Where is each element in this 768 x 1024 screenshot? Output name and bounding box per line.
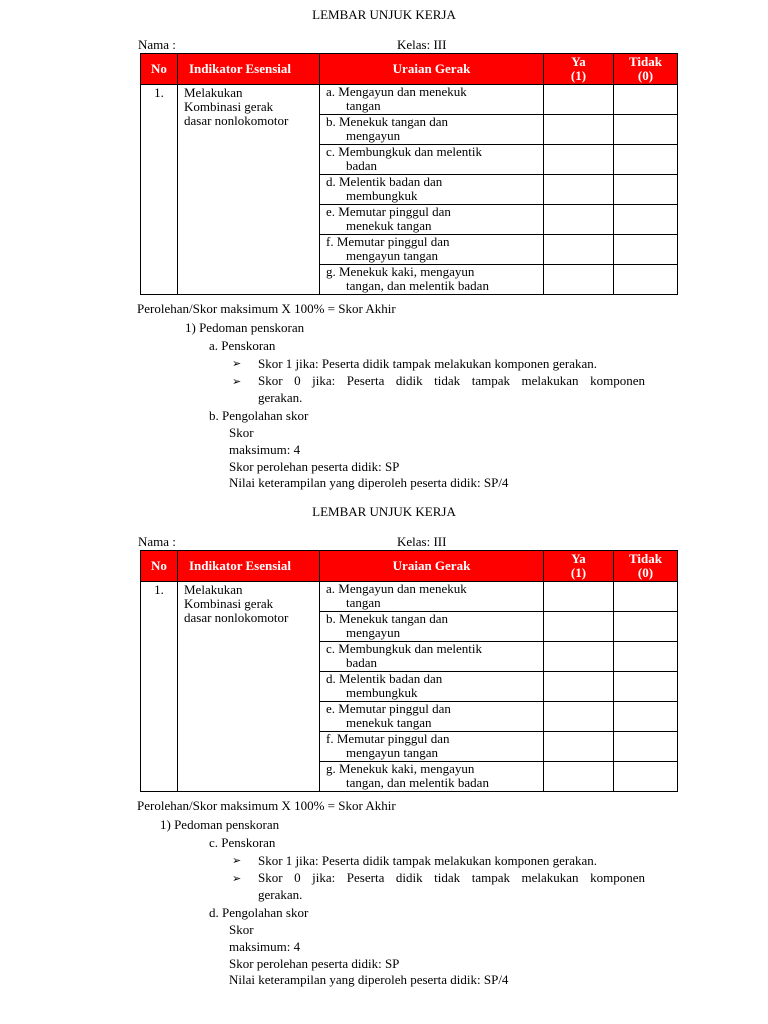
pedoman-heading: 1) Pedoman penskoran	[185, 320, 305, 335]
header-indikator: Indikator Esensial	[178, 551, 320, 582]
pengolahan-label: b. Pengolahan skor	[209, 408, 309, 423]
header-no: No	[141, 551, 178, 582]
tidak-checkbox-cell[interactable]	[614, 672, 678, 702]
assessment-table	[140, 550, 678, 792]
page-title: LEMBAR UNJUK KERJA	[312, 7, 456, 22]
header-ya: Ya (1)	[544, 551, 614, 582]
tidak-checkbox-cell[interactable]	[614, 582, 678, 612]
header-indikator: Indikator Esensial	[178, 54, 320, 85]
kelas-label: Kelas: III	[397, 37, 447, 52]
arrow-bullet-icon: ➢	[232, 357, 242, 370]
header-tidak: Tidak (0)	[614, 551, 678, 582]
worksheet-section-1	[0, 0, 768, 497]
pengolahan-line: Nilai keterampilan yang diperoleh peserta didik: SP/4	[229, 475, 509, 490]
bullet-skor-0: Skor 0 jika: Peserta didik tidak tampak melakukan komponen	[258, 373, 645, 388]
header-uraian: Uraian Gerak	[320, 551, 544, 582]
pengolahan-line: Skor perolehan peserta didik: SP	[229, 459, 400, 474]
tidak-checkbox-cell[interactable]	[614, 115, 678, 145]
pengolahan-line: Skor	[229, 425, 254, 440]
tidak-checkbox-cell[interactable]	[614, 175, 678, 205]
uraian-item: a. Mengayun dan menekuk tangan	[320, 85, 544, 115]
tidak-checkbox-cell[interactable]	[614, 205, 678, 235]
pedoman-heading: 1) Pedoman penskoran	[160, 817, 280, 832]
bullet-skor-0-cont: gerakan.	[258, 390, 303, 405]
row-number: 1.	[141, 85, 178, 295]
ya-checkbox-cell[interactable]	[544, 732, 614, 762]
table-row	[141, 85, 678, 115]
pengolahan-line: maksimum: 4	[229, 939, 301, 954]
worksheet-section-2	[0, 497, 768, 994]
arrow-bullet-icon: ➢	[232, 872, 242, 885]
header-ya: Ya (1)	[544, 54, 614, 85]
tidak-checkbox-cell[interactable]	[614, 702, 678, 732]
pengolahan-line: Skor	[229, 922, 254, 937]
indikator-cell: Melakukan Kombinasi gerak dasar nonlokomotor	[178, 85, 320, 295]
ya-checkbox-cell[interactable]	[544, 265, 614, 295]
uraian-item: e. Memutar pinggul dan menekuk tangan	[320, 702, 544, 732]
bullet-skor-1: Skor 1 jika: Peserta didik tampak melakukan komponen gerakan.	[258, 853, 597, 868]
table-row	[141, 582, 678, 612]
skor-formula: Perolehan/Skor maksimum X 100% = Skor Akhir	[137, 798, 396, 813]
tidak-checkbox-cell[interactable]	[614, 145, 678, 175]
header-no: No	[141, 54, 178, 85]
page-title: LEMBAR UNJUK KERJA	[312, 504, 456, 519]
tidak-checkbox-cell[interactable]	[614, 732, 678, 762]
uraian-item: f. Memutar pinggul dan mengayun tangan	[320, 732, 544, 762]
tidak-checkbox-cell[interactable]	[614, 235, 678, 265]
tidak-checkbox-cell[interactable]	[614, 85, 678, 115]
nama-label: Nama :	[138, 534, 176, 549]
uraian-item: a. Mengayun dan menekuk tangan	[320, 582, 544, 612]
ya-checkbox-cell[interactable]	[544, 115, 614, 145]
indikator-cell: Melakukan Kombinasi gerak dasar nonlokomotor	[178, 582, 320, 792]
arrow-bullet-icon: ➢	[232, 854, 242, 867]
ya-checkbox-cell[interactable]	[544, 235, 614, 265]
ya-checkbox-cell[interactable]	[544, 642, 614, 672]
uraian-item: c. Membungkuk dan melentik badan	[320, 145, 544, 175]
tidak-checkbox-cell[interactable]	[614, 762, 678, 792]
ya-checkbox-cell[interactable]	[544, 85, 614, 115]
tidak-checkbox-cell[interactable]	[614, 642, 678, 672]
bullet-skor-1: Skor 1 jika: Peserta didik tampak melakukan komponen gerakan.	[258, 356, 597, 371]
ya-checkbox-cell[interactable]	[544, 205, 614, 235]
row-number: 1.	[141, 582, 178, 792]
uraian-item: f. Memutar pinggul dan mengayun tangan	[320, 235, 544, 265]
ya-checkbox-cell[interactable]	[544, 175, 614, 205]
uraian-item: g. Menekuk kaki, mengayun tangan, dan melentik badan	[320, 265, 544, 295]
pengolahan-line: Nilai keterampilan yang diperoleh peserta didik: SP/4	[229, 972, 509, 987]
header-uraian: Uraian Gerak	[320, 54, 544, 85]
ya-checkbox-cell[interactable]	[544, 145, 614, 175]
penskoran-label: c. Penskoran	[209, 835, 276, 850]
uraian-item: b. Menekuk tangan dan mengayun	[320, 115, 544, 145]
tidak-checkbox-cell[interactable]	[614, 612, 678, 642]
skor-formula: Perolehan/Skor maksimum X 100% = Skor Akhir	[137, 301, 396, 316]
pengolahan-line: Skor perolehan peserta didik: SP	[229, 956, 400, 971]
table-header-row	[141, 551, 678, 582]
pengolahan-line: maksimum: 4	[229, 442, 301, 457]
pengolahan-label: d. Pengolahan skor	[209, 905, 309, 920]
penskoran-label: a. Penskoran	[209, 338, 276, 353]
tidak-checkbox-cell[interactable]	[614, 265, 678, 295]
uraian-item: g. Menekuk kaki, mengayun tangan, dan melentik badan	[320, 762, 544, 792]
table-header-row	[141, 54, 678, 85]
bullet-skor-0: Skor 0 jika: Peserta didik tidak tampak melakukan komponen	[258, 870, 645, 885]
ya-checkbox-cell[interactable]	[544, 762, 614, 792]
uraian-item: c. Membungkuk dan melentik badan	[320, 642, 544, 672]
uraian-item: d. Melentik badan dan membungkuk	[320, 175, 544, 205]
ya-checkbox-cell[interactable]	[544, 672, 614, 702]
ya-checkbox-cell[interactable]	[544, 702, 614, 732]
kelas-label: Kelas: III	[397, 534, 447, 549]
ya-checkbox-cell[interactable]	[544, 612, 614, 642]
nama-label: Nama :	[138, 37, 176, 52]
bullet-skor-0-cont: gerakan.	[258, 887, 303, 902]
uraian-item: e. Memutar pinggul dan menekuk tangan	[320, 205, 544, 235]
uraian-item: b. Menekuk tangan dan mengayun	[320, 612, 544, 642]
assessment-table	[140, 53, 678, 295]
uraian-item: d. Melentik badan dan membungkuk	[320, 672, 544, 702]
header-tidak: Tidak (0)	[614, 54, 678, 85]
ya-checkbox-cell[interactable]	[544, 582, 614, 612]
arrow-bullet-icon: ➢	[232, 375, 242, 388]
